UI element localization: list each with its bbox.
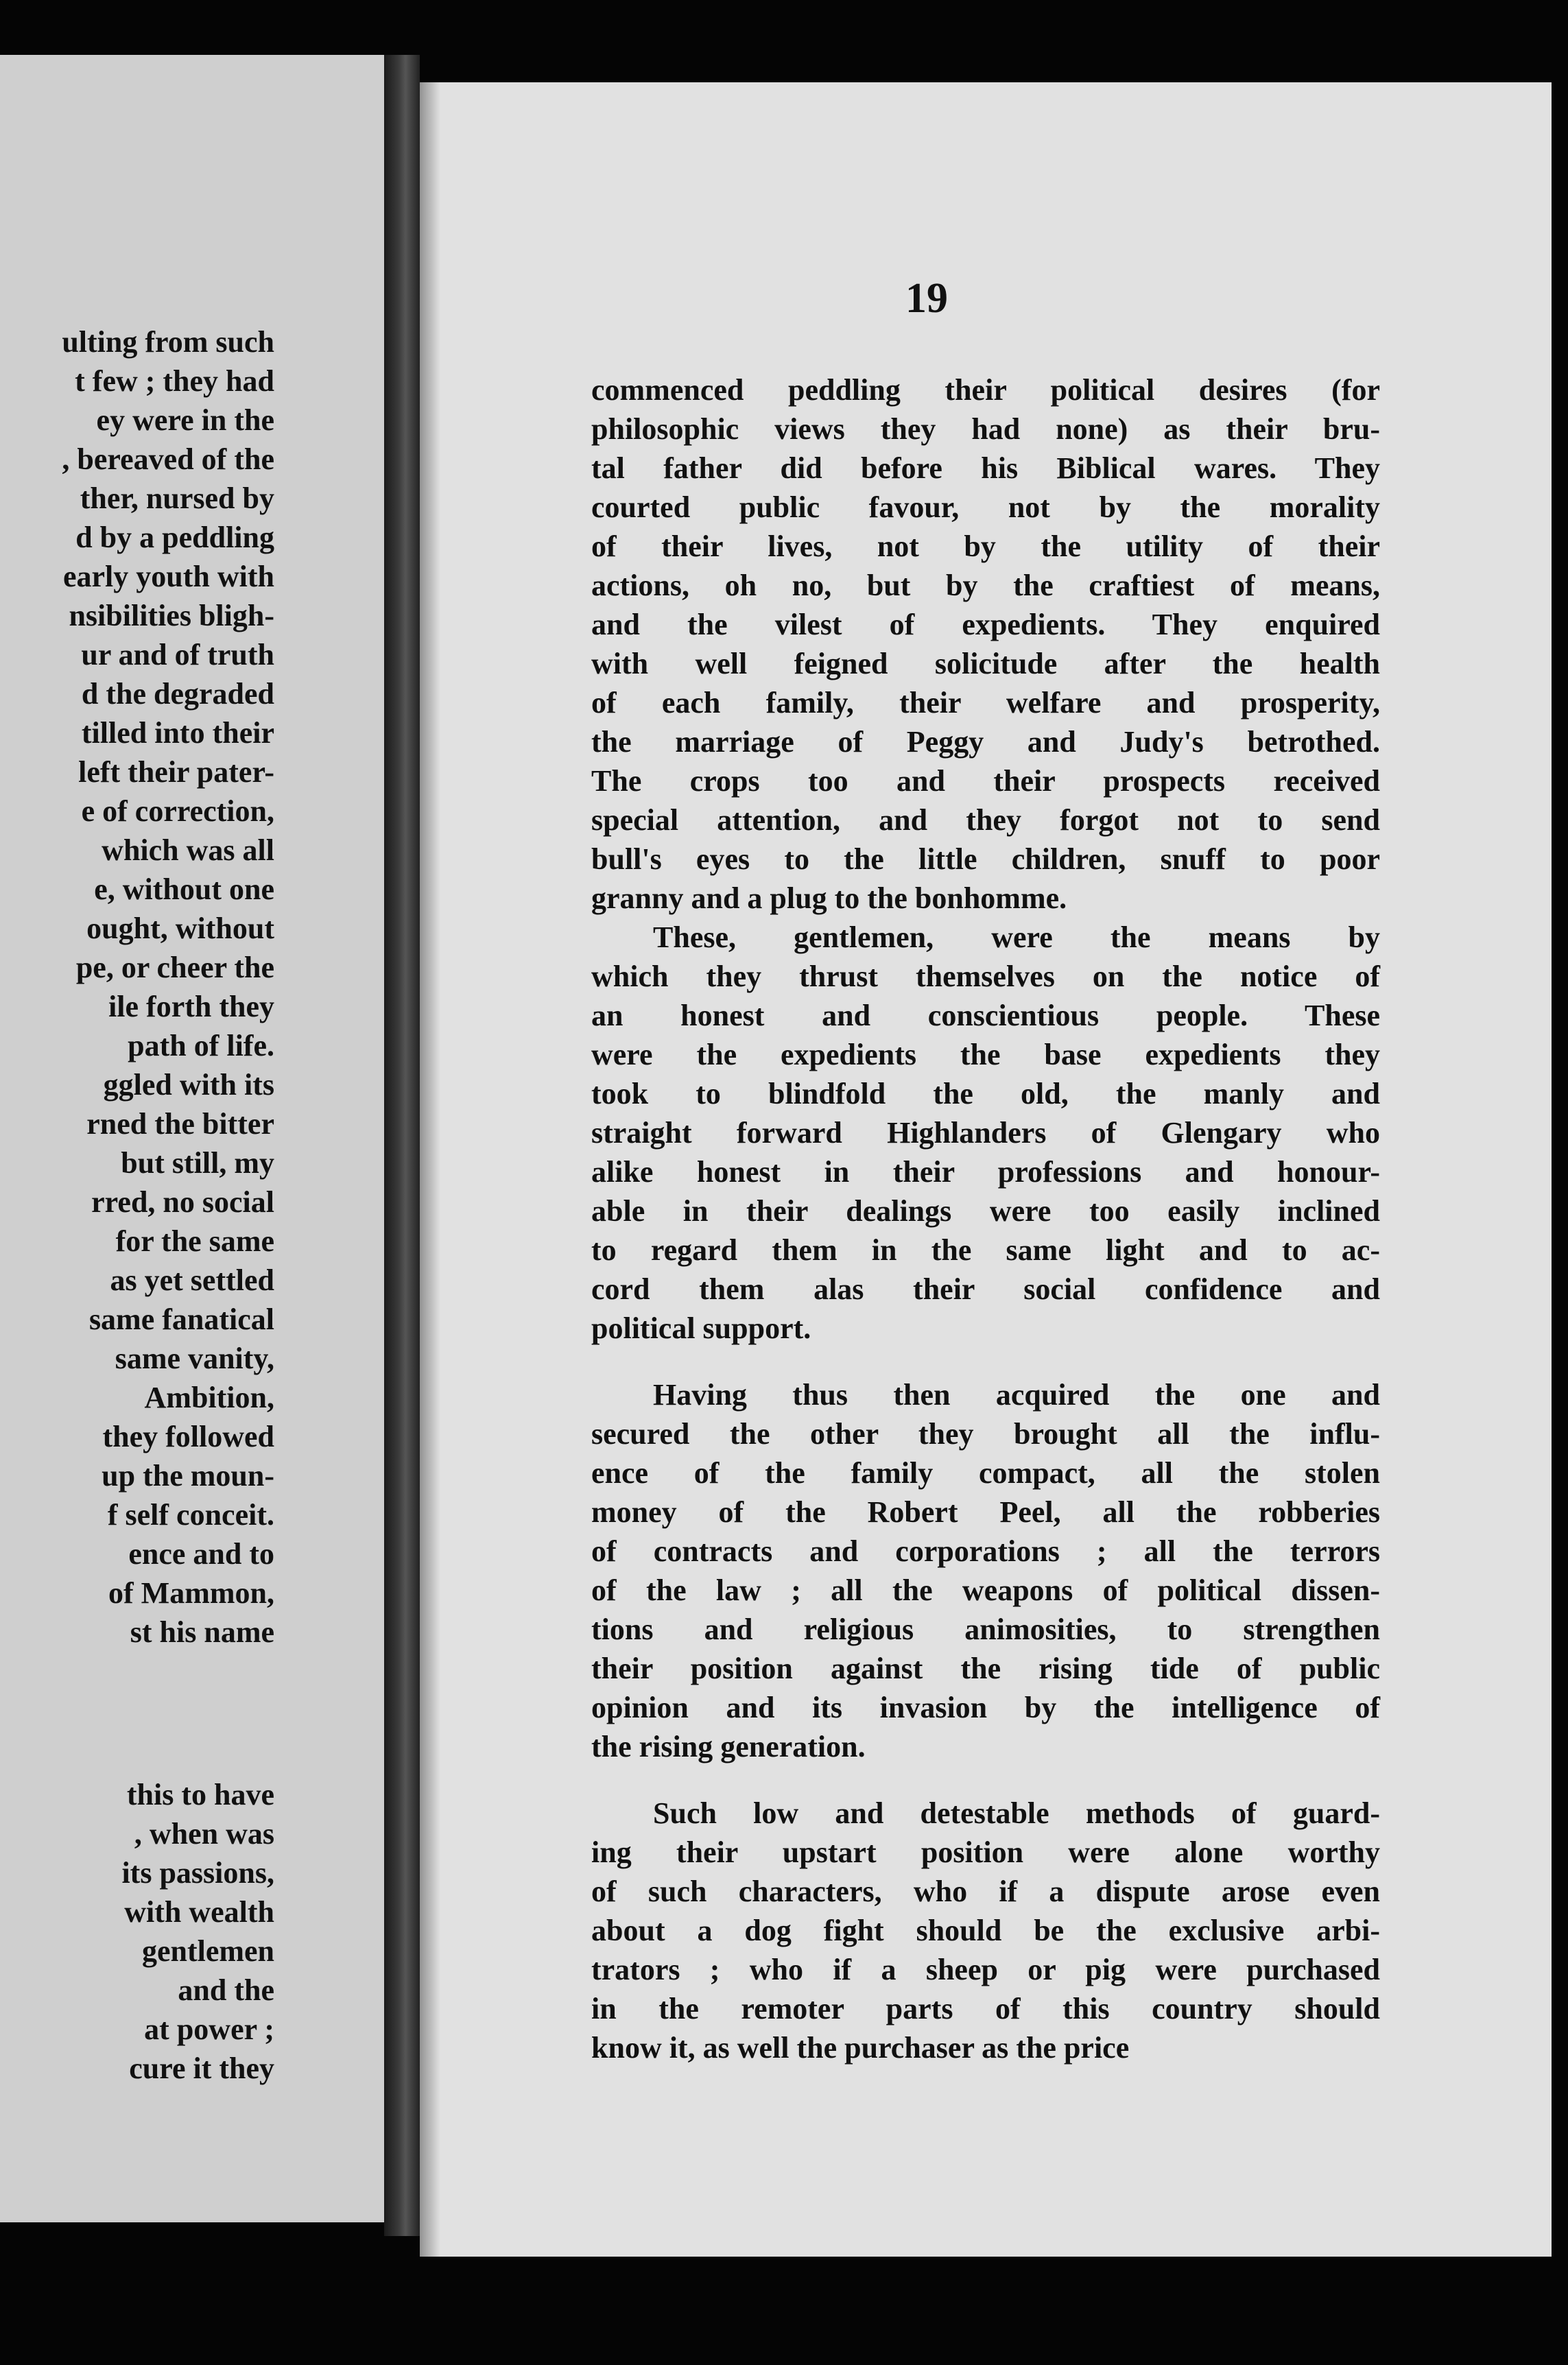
text-line: tions and religious animosities, to strengthen [591, 1613, 1380, 1646]
left-page-line: of Mammon, [108, 1576, 274, 1610]
text-line: of such characters, who if a dispute arose even [591, 1875, 1380, 1908]
text-line: granny and a plug to the bonhomme. [591, 881, 1067, 915]
text-line: took to blindfold the old, the manly and [591, 1077, 1380, 1110]
left-page [0, 55, 384, 2222]
text-line: able in their dealings were too easily inclined [591, 1194, 1380, 1228]
text-line: the rising generation. [591, 1730, 866, 1763]
left-page-line: d by a peddling [75, 521, 274, 554]
left-page-line: as yet settled [110, 1263, 274, 1297]
left-page-line: nsibilities bligh- [69, 599, 274, 632]
left-page-line: this to have [126, 1778, 274, 1811]
left-page-line: t few ; they had [75, 364, 274, 398]
page-number: 19 [905, 275, 948, 322]
left-page-line: but still, my [121, 1146, 274, 1180]
text-line: ence of the family compact, all the stolen [591, 1456, 1380, 1490]
text-line: special attention, and they forgot not to send [591, 803, 1380, 837]
text-line: secured the other they brought all the influ- [591, 1417, 1380, 1451]
text-line: straight forward Highlanders of Glengary who [591, 1116, 1380, 1150]
left-page-line: d the degraded [81, 677, 274, 711]
left-page-gap [0, 1652, 274, 1775]
paragraph [591, 918, 1380, 1348]
text-line: which they thrust themselves on the notice of [591, 960, 1380, 993]
left-page-line: at power ; [144, 2012, 274, 2046]
left-page-line: e of correction, [81, 794, 274, 828]
text-line: tal father did before his Biblical wares. They [591, 451, 1380, 485]
left-page-line: ggled with its [103, 1068, 274, 1102]
left-page-line: ey were in the [96, 403, 274, 437]
left-page-line: up the moun- [102, 1459, 274, 1493]
left-page-line: , when was [134, 1817, 274, 1851]
left-page-line: ought, without [86, 912, 274, 945]
text-line: to regard them in the same light and to ac- [591, 1233, 1380, 1267]
text-line: Having thus then acquired the one and [653, 1378, 1380, 1412]
paragraph [591, 370, 1380, 918]
text-line: cord them alas their social confidence and [591, 1272, 1380, 1306]
left-page-line: ther, nursed by [80, 482, 274, 515]
left-page-line: rred, no social [91, 1185, 274, 1219]
left-page-line: ile forth they [108, 990, 274, 1023]
text-line: the marriage of Peggy and Judy's betrothed. [591, 725, 1380, 759]
left-page-line: for the same [115, 1224, 274, 1258]
left-page-line: e, without one [94, 872, 274, 906]
text-line: their position against the rising tide of public [591, 1652, 1380, 1685]
text-line: commenced peddling their political desires (for [591, 373, 1380, 407]
left-page-line: and the [178, 1973, 274, 2007]
right-page [420, 82, 1552, 2257]
left-page-line: ulting from such [62, 325, 274, 359]
text-line: money of the Robert Peel, all the robberies [591, 1495, 1380, 1529]
text-line: of their lives, not by the utility of their [591, 530, 1380, 563]
text-line: actions, oh no, but by the craftiest of means, [591, 569, 1380, 602]
left-page-line: same vanity, [115, 1342, 274, 1375]
left-page-line: ence and to [128, 1537, 274, 1571]
text-line: philosophic views they had none) as their bru- [591, 412, 1380, 446]
left-page-line: tilled into their [81, 716, 274, 750]
text-line: opinion and its invasion by the intelligence of [591, 1691, 1380, 1724]
text-line: know it, as well the purchaser as the price [591, 2031, 1130, 2065]
left-page-line: Ambition, [144, 1381, 274, 1414]
text-line: The crops too and their prospects received [591, 764, 1380, 798]
text-line: ing their upstart position were alone worthy [591, 1835, 1380, 1869]
text-line: of each family, their welfare and prosperity, [591, 686, 1380, 720]
text-line: political support. [591, 1311, 811, 1345]
book-binding [384, 55, 420, 2236]
left-page-line: ur and of truth [81, 638, 274, 672]
left-page-line: , bereaved of the [62, 442, 274, 476]
left-page-line: with wealth [124, 1895, 274, 1929]
text-line: and the vilest of expedients. They enquired [591, 608, 1380, 641]
text-line: of the law ; all the weapons of political dissen- [591, 1573, 1380, 1607]
text-line: of contracts and corporations ; all the terrors [591, 1534, 1380, 1568]
left-page-text [0, 322, 274, 2088]
paragraph [591, 1375, 1380, 1766]
text-line: Such low and detestable methods of guard- [653, 1796, 1380, 1830]
left-page-line: cure it they [129, 2052, 274, 2085]
text-line: about a dog fight should be the exclusive arbi- [591, 1914, 1380, 1947]
text-line: an honest and conscientious people. These [591, 999, 1380, 1032]
text-line: with well feigned solicitude after the health [591, 647, 1380, 680]
text-line: were the expedients the base expedients they [591, 1038, 1380, 1071]
left-page-line: st his name [130, 1615, 274, 1649]
paragraph-gap [591, 1348, 1380, 1375]
left-page-line: which was all [102, 833, 274, 867]
paragraph [591, 1794, 1380, 2067]
text-line: courted public favour, not by the morality [591, 490, 1380, 524]
left-page-line: pe, or cheer the [75, 951, 274, 984]
left-page-line: left their pater- [78, 755, 274, 789]
left-page-line: rned the bitter [86, 1107, 274, 1141]
left-page-line: path of life. [128, 1029, 274, 1062]
paragraph-gap [591, 1766, 1380, 1794]
left-page-line: they followed [102, 1420, 274, 1453]
left-page-line: f self conceit. [107, 1498, 274, 1532]
text-line: trators ; who if a sheep or pig were purchased [591, 1953, 1380, 1986]
left-page-line: its passions, [121, 1856, 274, 1890]
text-line: bull's eyes to the little children, snuff to poor [591, 842, 1380, 876]
left-page-line: early youth with [63, 560, 274, 593]
left-page-line: gentlemen [141, 1934, 274, 1968]
text-line: alike honest in their professions and honour- [591, 1155, 1380, 1189]
text-line: in the remoter parts of this country should [591, 1992, 1380, 2025]
left-page-line: same fanatical [88, 1303, 274, 1336]
text-line: These, gentlemen, were the means by [653, 920, 1380, 954]
body-text [591, 370, 1380, 2067]
gutter-shadow [420, 82, 440, 2257]
